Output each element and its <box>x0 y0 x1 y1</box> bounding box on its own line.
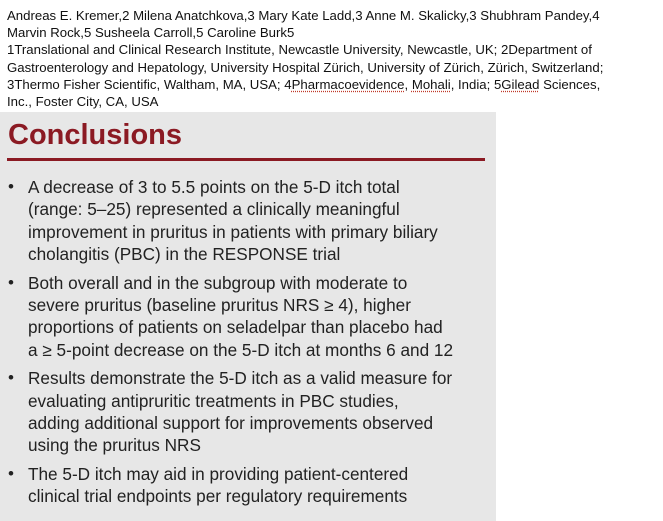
affiliation-org-name: Gilead <box>501 76 540 92</box>
list-item <box>0 463 496 508</box>
bullet-icon: • <box>8 368 14 388</box>
title-divider <box>7 158 485 161</box>
author-line: Andreas E. Kremer,2 Milena Anatchkova,3 Mary Kate Ladd,3 Anne M. Skalicky,3 Shubhram Pandey,4 <box>7 8 600 23</box>
author-affiliations <box>7 7 657 110</box>
bullet-text: The 5-D itch may aid in providing patient-centered clinical trial endpoints per regulatory requirements <box>28 463 409 507</box>
conclusions-list <box>0 176 496 514</box>
affiliation-text: , <box>404 76 412 92</box>
affiliation-text: Sciences, <box>539 76 601 92</box>
affiliation-line: Gastroenterology and Hepatology, University Hospital Zürich, University of Zürich, Zürich, Switzerland; <box>7 59 604 75</box>
affiliation-line: 1Translational and Clinical Research Institute, Newcastle University, Newcastle, UK; 2Department of <box>7 42 592 58</box>
list-item <box>0 176 496 266</box>
bullet-icon: • <box>8 177 14 196</box>
list-item <box>0 272 496 362</box>
affiliation-text: 3Thermo Fisher Scientific, Waltham, MA, USA; 4 <box>7 76 292 92</box>
section-title: Conclusions <box>8 119 183 151</box>
affiliation-text: , India; 5 <box>450 76 502 92</box>
conclusions-panel <box>0 112 496 521</box>
affiliation-line: Inc., Foster City, CA, USA <box>7 94 159 110</box>
bullet-icon: • <box>8 463 14 483</box>
affiliation-city-name: Mohali <box>411 76 451 92</box>
bullet-icon: • <box>8 272 14 292</box>
affiliation-org-name: Pharmacoevidence <box>291 76 405 92</box>
list-item <box>0 367 496 457</box>
author-line: Marvin Rock,5 Susheela Carroll,5 Caroline Burk5 <box>7 25 295 41</box>
bullet-text: A decrease of 3 to 5.5 points on the 5-D itch total (range: 5–25) represented a clinically meaningful improvement in pruritus in patients with primary biliary cholangitis (PBC) in the RESPONSE trial <box>28 177 438 265</box>
bullet-text: Both overall and in the subgroup with moderate to severe pruritus (baseline pruritus NRS ≥ 4), higher proportions of patients on seladelpar than placebo had a ≥ 5-point decrease on the 5-D itch at months 6 and 12 <box>28 272 454 360</box>
affiliation-line <box>7 76 657 93</box>
bullet-text: Results demonstrate the 5-D itch as a valid measure for evaluating antipruritic treatments in PBC studies, adding additional support for improvements observed using the pruritus NRS <box>28 368 453 456</box>
